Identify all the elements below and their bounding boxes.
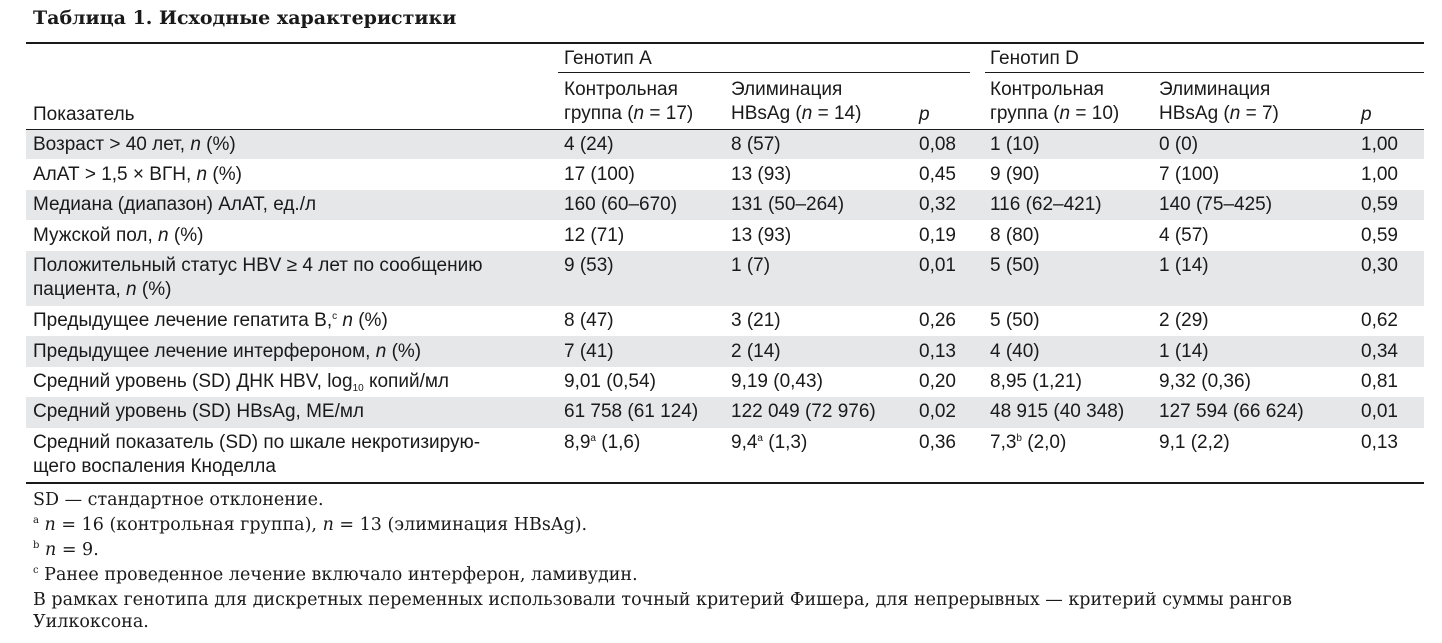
table-row-label: Средний уровень (SD) ДНК HBV, $\log_{10}$ копий/мл [33, 371, 450, 394]
table-cell: 0,02 [919, 401, 956, 422]
table-row-label: Положительный статус HBV ≥ 4 лет по сообщению пациента, n (%) [33, 255, 483, 300]
table-cell: 1 (14) [1159, 255, 1209, 276]
table-cell: 1 (14) [1159, 341, 1209, 362]
table-cell: 9,01 (0,54) [564, 371, 656, 392]
table-row-label: Предыдущее лечение интерфероном, n (%) [33, 341, 422, 362]
header-a-p: p [919, 104, 930, 125]
table-cell: 131 (50–264) [731, 194, 845, 215]
header-d-control: Контрольная группа (n = 10) [990, 79, 1120, 124]
table-cell: 1,00 [1361, 134, 1398, 155]
table-row-label: АлАТ > 1,5 × ВГН, n (%) [33, 164, 242, 185]
table-row-label: Возраст > 40 лет, n (%) [33, 134, 236, 155]
table-cell: 9,19 (0,43) [731, 371, 823, 392]
genotype-a-rule [558, 72, 970, 73]
table-cell: 0,59 [1361, 194, 1398, 215]
table-cell: 8,9$^a$ (1,6) [564, 432, 641, 453]
table-cell: 0,01 [1361, 401, 1398, 422]
table-cell: 0,13 [1361, 432, 1398, 453]
header-a-control-line1: Контрольная [564, 79, 678, 100]
table-cell: 116 (62–421) [990, 194, 1102, 215]
header-d-p: p [1361, 104, 1372, 125]
note-sd: SD — стандартное отклонение. [33, 490, 324, 510]
note-c: $^c$ Ранее проведенное лечение включало интерферон, ламивудин. [33, 565, 638, 585]
table-cell: 2 (29) [1159, 310, 1209, 331]
table-cell: 7 (100) [1159, 164, 1220, 185]
table-title: Таблица 1. Исходные характеристики [33, 7, 457, 29]
table-row-label: Средний показатель (SD) по шкале некротизирую- щего воспаления Кноделла [33, 432, 481, 477]
table-cell: 9,4$^a$ (1,3) [731, 432, 808, 453]
table-cell: 9,1 (2,2) [1159, 432, 1230, 453]
table-cell: 0,45 [919, 164, 956, 185]
table-cell: 0,30 [1361, 255, 1398, 276]
table-cell: 3 (21) [731, 310, 781, 331]
table-cell: 5 (50) [990, 310, 1040, 331]
table-cell: 0,81 [1361, 371, 1398, 392]
table-cell: 2 (14) [731, 341, 781, 362]
table-cell: 8 (47) [564, 310, 614, 331]
table-cell: 5 (50) [990, 255, 1040, 276]
header-a-control: Контрольная группа (n = 17) [564, 79, 694, 124]
table-cell: 0,01 [919, 255, 956, 276]
table-cell: 0,59 [1361, 225, 1398, 246]
table-cell: 1 (10) [990, 134, 1040, 155]
header-d-elimination: Элиминация HBsAg (n = 7) [1159, 79, 1279, 124]
table-cell: 8,95 (1,21) [990, 371, 1082, 392]
table-cell: 0,08 [919, 134, 956, 155]
table-cell: 9 (53) [564, 255, 614, 276]
table-cell: 1,00 [1361, 164, 1398, 185]
table-cell: 160 (60–670) [564, 194, 678, 215]
table-cell: 0,13 [919, 341, 956, 362]
table-cell: 61 758 (61 124) [564, 401, 699, 422]
table-cell: 12 (71) [564, 225, 625, 246]
table-cell: 0,62 [1361, 310, 1398, 331]
table-cell: 4 (24) [564, 134, 614, 155]
table-cell: 8 (80) [990, 225, 1040, 246]
table-cell: 4 (57) [1159, 225, 1209, 246]
table-cell: 4 (40) [990, 341, 1040, 362]
header-indicator: Показатель [33, 104, 135, 125]
table-cell: 0,32 [919, 194, 956, 215]
table-cell: 13 (93) [731, 164, 792, 185]
table-cell: 127 594 (66 624) [1159, 401, 1304, 422]
note-statistics: В рамках генотипа для дискретных переменных использовали точный критерий Фишера, для непрерывных — критерий суммы рангов Уилкоксона. [33, 590, 1292, 632]
bottom-rule [26, 482, 1424, 484]
table-cell: 17 (100) [564, 164, 635, 185]
table-cell: 8 (57) [731, 134, 781, 155]
header-genotype-a: Генотип A [564, 48, 652, 69]
table-cell: 140 (75–425) [1159, 194, 1273, 215]
table-row-label: Предыдущее лечение гепатита B,$^c$ n (%) [33, 310, 388, 331]
top-rule [26, 42, 1424, 44]
table-row-label: Мужской пол, n (%) [33, 225, 204, 246]
header-genotype-d: Генотип D [990, 48, 1079, 69]
table-cell: 9,32 (0,36) [1159, 371, 1251, 392]
note-a: $^a$ n = 16 (контрольная группа), n = 13 (элиминация HBsAg). [33, 515, 588, 535]
table-cell: 7 (41) [564, 341, 614, 362]
table-cell: 122 049 (72 976) [731, 401, 876, 422]
genotype-d-rule [985, 72, 1424, 73]
table-cell: 0,36 [919, 432, 956, 453]
table-cell: 7,3$^b$ (2,0) [990, 432, 1067, 453]
table-cell: 0,20 [919, 371, 956, 392]
header-a-elimination: Элиминация HBsAg (n = 14) [731, 79, 862, 124]
table-cell: 13 (93) [731, 225, 792, 246]
table-cell: 1 (7) [731, 255, 771, 276]
table-cell: 0,26 [919, 310, 956, 331]
table-cell: 0,34 [1361, 341, 1398, 362]
table-row-label: Средний уровень (SD) HBsAg, МЕ/мл [33, 401, 365, 422]
table-cell: 0 (0) [1159, 134, 1199, 155]
table-row-label: Медиана (диапазон) АлАТ, ед./л [33, 194, 317, 215]
note-b: $^b$ n = 9. [33, 540, 99, 560]
table-cell: 0,19 [919, 225, 956, 246]
table-cell: 9 (90) [990, 164, 1040, 185]
table-cell: 48 915 (40 348) [990, 401, 1125, 422]
